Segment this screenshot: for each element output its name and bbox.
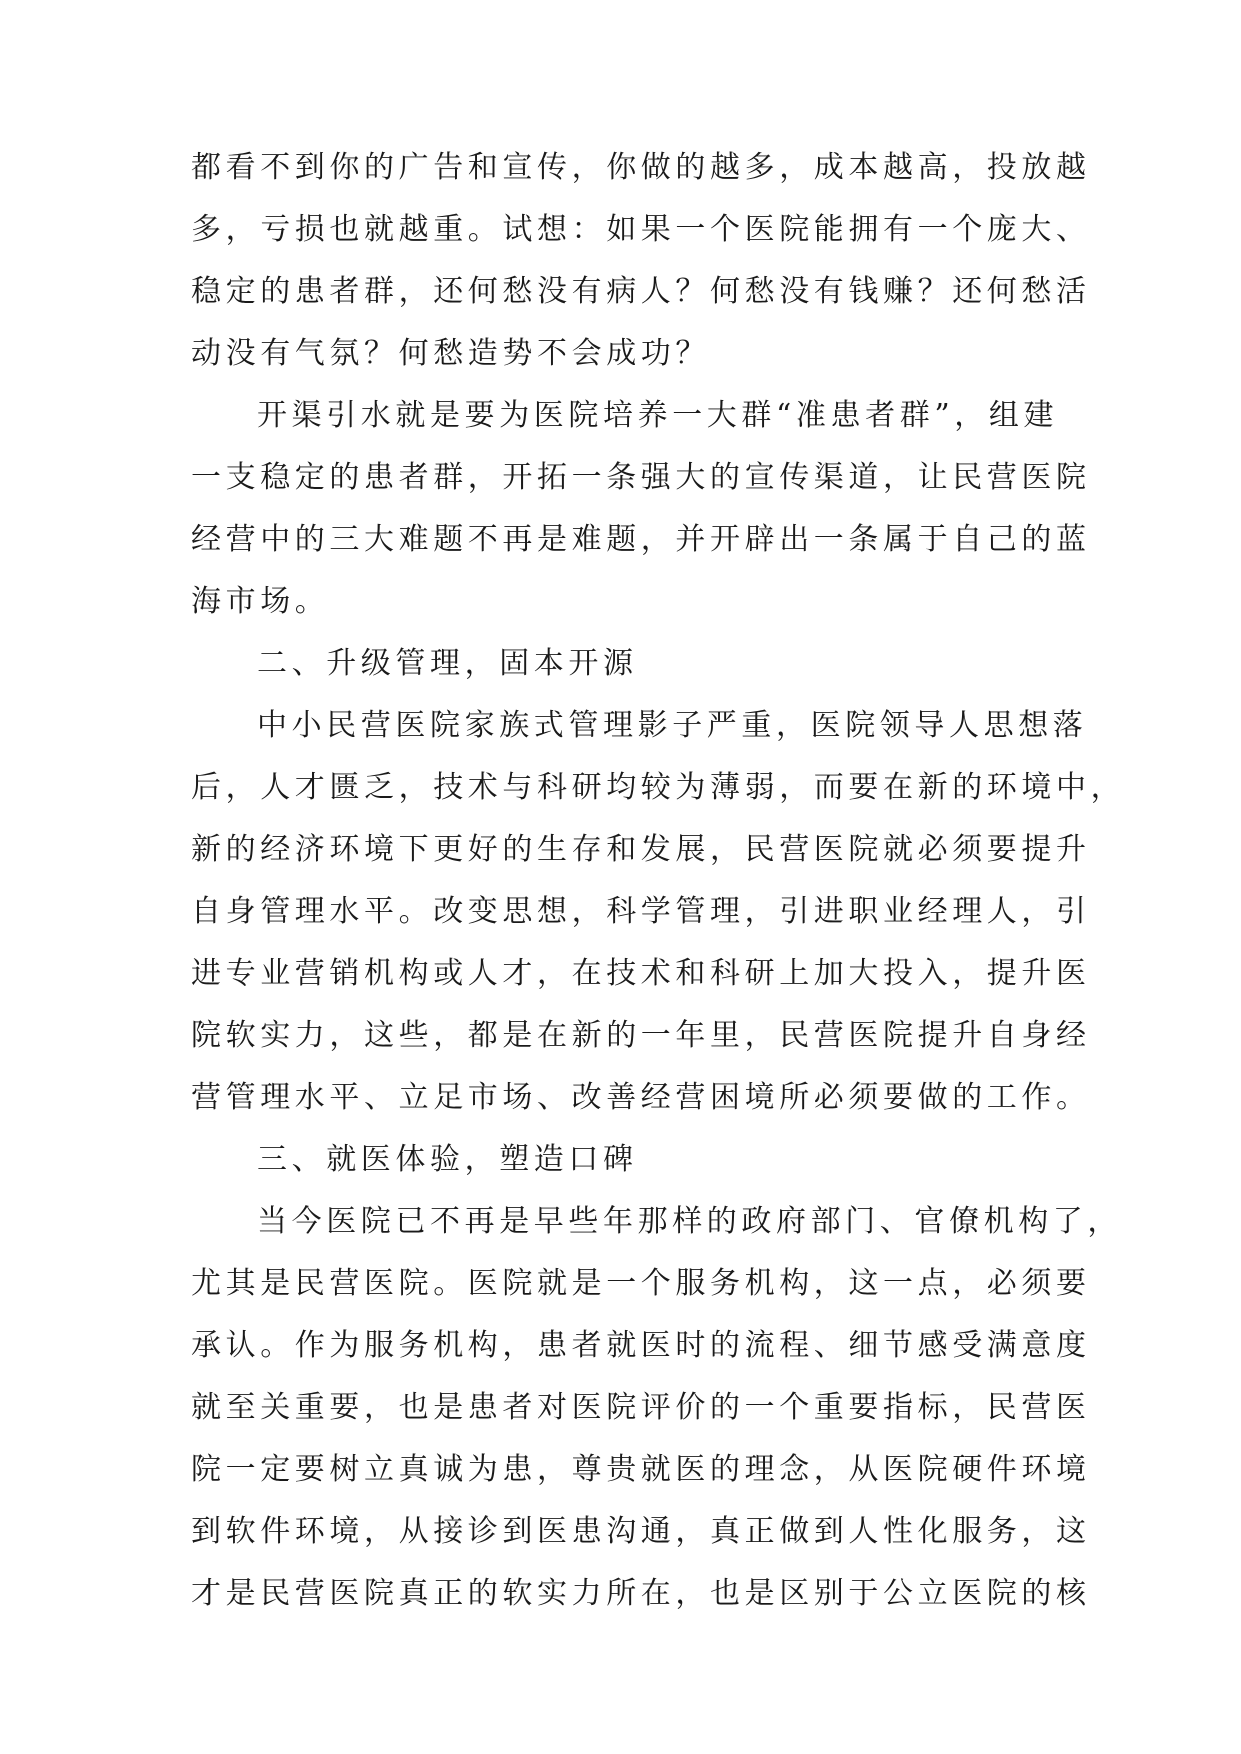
- text-line: 自身管理水平。改变思想，科学管理，引进职业经理人，引: [191, 894, 1091, 929]
- paragraph-first-line: 开渠引水就是要为医院培养一大群“准患者群”，组建: [257, 398, 1059, 433]
- text-line: 承认。作为服务机构，患者就医时的流程、细节感受满意度: [191, 1328, 1091, 1363]
- text-line: 才是民营医院真正的软实力所在，也是区别于公立医院的核: [191, 1576, 1091, 1611]
- text-line: 营管理水平、立足市场、改善经营困境所必须要做的工作。: [191, 1080, 1091, 1115]
- text-line: 进专业营销机构或人才，在技术和科研上加大投入，提升医: [191, 956, 1091, 991]
- text-line: 都看不到你的广告和宣传，你做的越多，成本越高，投放越: [191, 150, 1091, 185]
- text-line: 多，亏损也就越重。试想：如果一个医院能拥有一个庞大、: [191, 212, 1091, 247]
- paragraph-first-line: 当今医院已不再是早些年那样的政府部门、官僚机构了，: [257, 1204, 1122, 1239]
- text-line: 稳定的患者群，还何愁没有病人？何愁没有钱赚？还何愁活: [191, 274, 1091, 309]
- text-line: 经营中的三大难题不再是难题，并开辟出一条属于自己的蓝: [191, 522, 1091, 557]
- text-line: 一支稳定的患者群，开拓一条强大的宣传渠道，让民营医院: [191, 460, 1091, 495]
- text-line: 院软实力，这些，都是在新的一年里，民营医院提升自身经: [191, 1018, 1091, 1053]
- section-heading: 二、升级管理，固本开源: [257, 646, 638, 681]
- text-line: 动没有气氛？何愁造势不会成功？: [191, 336, 710, 371]
- text-line: 尤其是民营医院。医院就是一个服务机构，这一点，必须要: [191, 1266, 1091, 1301]
- text-line: 就至关重要，也是患者对医院评价的一个重要指标，民营医: [191, 1390, 1091, 1425]
- text-line: 院一定要树立真诚为患，尊贵就医的理念，从医院硬件环境: [191, 1452, 1091, 1487]
- text-line: 后，人才匮乏，技术与科研均较为薄弱，而要在新的环境中，: [191, 770, 1126, 805]
- text-line: 到软件环境，从接诊到医患沟通，真正做到人性化服务，这: [191, 1514, 1091, 1549]
- paragraph-first-line: 中小民营医院家族式管理影子严重，医院领导人思想落: [257, 708, 1088, 743]
- section-heading: 三、就医体验，塑造口碑: [257, 1142, 638, 1177]
- text-line: 海市场。: [191, 584, 330, 619]
- text-line: 新的经济环境下更好的生存和发展，民营医院就必须要提升: [191, 832, 1091, 867]
